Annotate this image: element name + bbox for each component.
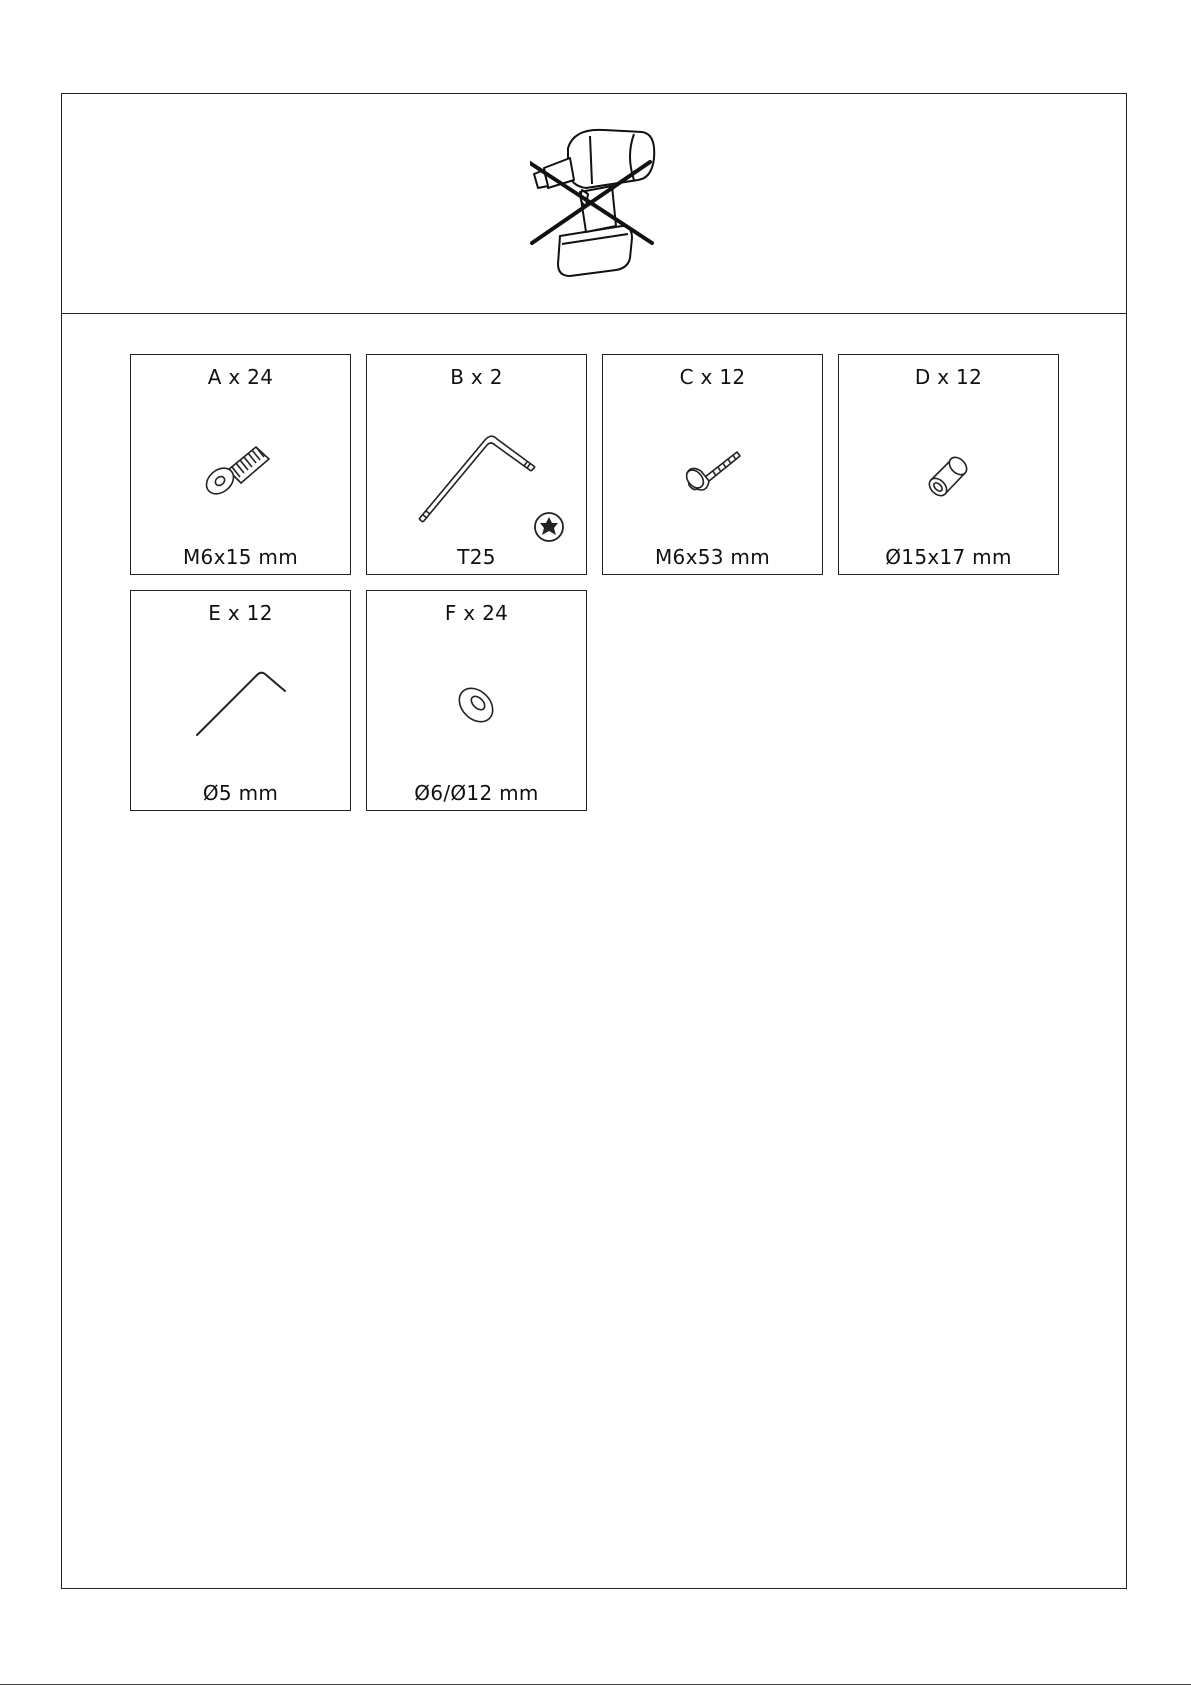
washer-icon: [367, 591, 588, 812]
part-card-b: [366, 354, 587, 575]
hex-key-icon: [131, 591, 352, 812]
part-quantity: C x 12: [679, 365, 746, 389]
part-quantity: F x 24: [444, 601, 509, 625]
part-size: Ø5 mm: [202, 781, 279, 805]
part-quantity: B x 2: [450, 365, 503, 389]
section-divider: [61, 313, 1127, 314]
part-card-d: [838, 354, 1059, 575]
part-size: M6x15 mm: [183, 545, 298, 569]
page-frame: [61, 93, 1127, 1589]
part-card-e: [130, 590, 351, 811]
torx-screw-icon: [131, 355, 352, 576]
part-card-a: [130, 354, 351, 575]
spacer-sleeve-icon: [839, 355, 1060, 576]
part-card-c: [602, 354, 823, 575]
part-size: M6x53 mm: [655, 545, 770, 569]
thumb-screw-icon: [603, 355, 824, 576]
torx-symbol-icon: [535, 513, 563, 541]
torx-key-icon: [367, 355, 588, 576]
part-card-f: [366, 590, 587, 811]
part-quantity: E x 12: [208, 601, 273, 625]
part-size: Ø15x17 mm: [885, 545, 1012, 569]
part-size: Ø6/Ø12 mm: [414, 781, 539, 805]
part-quantity: D x 12: [914, 365, 983, 389]
part-quantity: A x 24: [207, 365, 274, 389]
part-size: T25: [457, 545, 496, 569]
no-power-drill-icon: [530, 118, 665, 288]
